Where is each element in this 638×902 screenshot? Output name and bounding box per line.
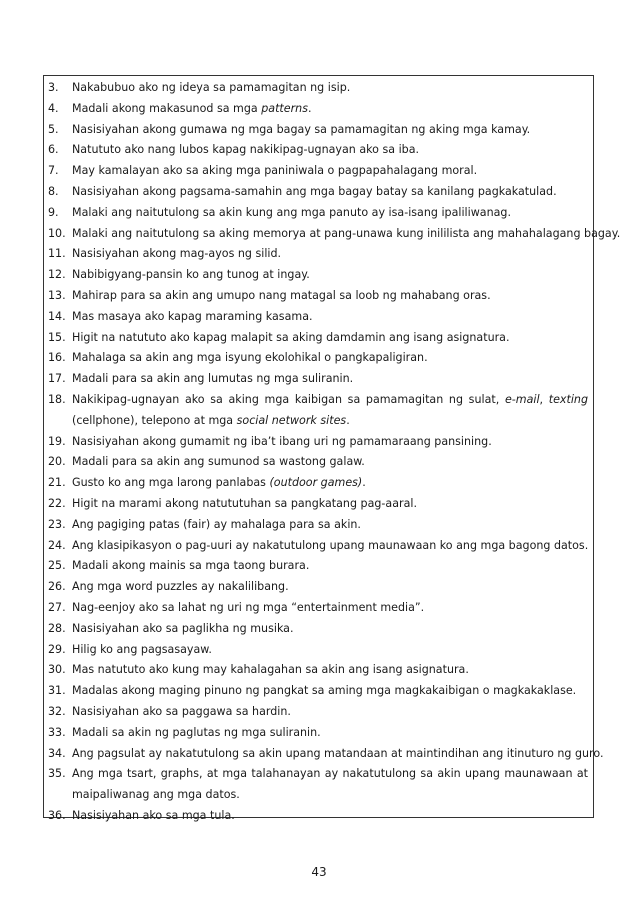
statement-text-continued: maipaliwanag ang mga datos. [72, 788, 240, 802]
statement-number: 18. [48, 393, 66, 406]
page-number: 43 [311, 865, 327, 879]
statement-number: 19. [48, 434, 66, 448]
statement-text: Ang pagsulat ay nakatutulong sa akin upang matandaan at maintindihan ang itinuturo ng guro. [72, 746, 604, 760]
statement-number: 23. [48, 517, 66, 531]
statement-text: Nasisiyahan ako sa paggawa sa hardin. [72, 705, 291, 718]
statement-text: May kamalayan ako sa aking mga paniniwala o pagpapahalagang moral. [72, 164, 478, 178]
statement-number: 10. [48, 226, 66, 240]
statement-text: Higit na marami akong natututuhan sa pangkatang pag-aaral. [72, 497, 417, 510]
statement-text: Madalas akong maging pinuno ng pangkat sa aming mga magkakaibigan o magkakaklase. [72, 684, 577, 698]
statement-number: 17. [48, 372, 66, 386]
statement-number: 27. [48, 601, 66, 614]
statement-text: Madali para sa akin ang sumunod sa wastong galaw. [72, 455, 365, 469]
statement-number: 34. [48, 746, 66, 760]
statement-number: 16. [48, 351, 66, 365]
statement-number: 29. [48, 642, 66, 656]
statement-number: 12. [48, 268, 66, 282]
statement-text: Hilig ko ang pagsasayaw. [72, 642, 212, 656]
statement-number: 36. [48, 809, 66, 822]
statement-number: 30. [48, 663, 66, 677]
statement-number: 14. [48, 309, 66, 323]
emphasis-text: e-mail [504, 393, 540, 406]
statement-text: Nasisiyahan akong gumamit ng iba’t ibang uri ng pamamaraang pansining. [72, 434, 492, 448]
statement-text: Malaki ang naitutulong sa akin kung ang mga panuto ay isa-isang ipaliliwanag. [72, 205, 511, 219]
statement-text: Nasisiyahan akong gumawa ng mga bagay sa pamamagitan ng aking mga kamay. [72, 122, 531, 136]
statement-text: Nabibigyang-pansin ko ang tunog at ingay. [72, 268, 310, 282]
statement-text: Nasisiyahan akong mag-ayos ng silid. [72, 247, 282, 261]
statement-text: Ang mga tsart, graphs, at mga talahanayan ay nakatutulong sa akin upang maunawaan at [72, 767, 588, 781]
statement-number: 25. [48, 559, 66, 573]
statement-text: Higit na natututo ako kapag malapit sa aking damdamin ang isang asignatura. [72, 330, 510, 344]
statement-text: Ang mga word puzzles ay nakalilibang. [72, 580, 289, 594]
statement-number: 8. [48, 185, 59, 198]
statement-number: 22. [48, 497, 66, 510]
statement-number: 4. [48, 101, 59, 115]
statement-text: Madali sa akin ng paglutas ng mga suliranin. [72, 725, 321, 739]
statement-number: 31. [48, 684, 66, 698]
statement-number: 33. [48, 725, 66, 739]
statement-text: Mahirap para sa akin ang umupo nang matagal sa loob ng mahabang oras. [72, 289, 491, 302]
statement-number: 35. [48, 767, 66, 781]
statement-number: 15. [48, 330, 66, 344]
statement-text: Mas natututo ako kung may kahalagahan sa akin ang isang asignatura. [72, 663, 469, 677]
statement-text: Nakabubuo ako ng ideya sa pamamagitan ng isip. [72, 81, 351, 94]
statement-text: Ang pagiging patas (fair) ay mahalaga para sa akin. [72, 517, 361, 531]
statement-number: 32. [48, 705, 66, 718]
statement-number: 21. [48, 476, 66, 490]
statement-text: Nasisiyahan ako sa paglikha ng musika. [72, 621, 294, 635]
statement-text: Ang klasipikasyon o pag-uuri ay nakatutulong upang maunawaan ko ang mga bagong datos. [72, 538, 589, 552]
emphasis-text: patterns [261, 101, 308, 115]
statement-text: Nasisiyahan akong pagsama-samahin ang mga bagay batay sa kanilang pagkakatulad. [72, 185, 557, 198]
statement-text: Nasisiyahan ako sa mga tula. [72, 809, 235, 822]
statement-number: 11. [48, 247, 66, 261]
statement-text-continued: (cellphone), telepono at mga social network sites. [72, 413, 350, 427]
statement-number: 24. [48, 538, 66, 552]
statement-text: Madali akong mainis sa mga taong burara. [72, 559, 310, 573]
statement-number: 26. [48, 580, 66, 594]
statement-number: 6. [48, 143, 59, 157]
statement-text: Mahalaga sa akin ang mga isyung ekolohikal o pangkapaligiran. [72, 351, 428, 365]
statement-number: 13. [48, 289, 66, 302]
statement-text: Nakikipag-ugnayan ako sa aking mga kaibigan sa pamamagitan ng sulat, e-mail, texting [72, 393, 588, 406]
emphasis-text: (outdoor games) [269, 476, 363, 490]
statement-text: Nag-eenjoy ako sa lahat ng uri ng mga “entertainment media”. [72, 601, 425, 614]
emphasis-text: texting [548, 393, 588, 406]
statement-number: 7. [48, 164, 59, 178]
statement-number: 9. [48, 205, 59, 219]
statement-text: Madali para sa akin ang lumutas ng mga suliranin. [72, 372, 354, 386]
statement-number: 20. [48, 455, 66, 469]
statement-text: Mas masaya ako kapag maraming kasama. [72, 309, 313, 323]
statement-text: Gusto ko ang mga larong panlabas (outdoor games). [72, 476, 366, 490]
statement-number: 28. [48, 621, 66, 635]
statement-text: Natututo ako nang lubos kapag nakikipag-ugnayan ako sa iba. [72, 143, 420, 157]
statement-text: Malaki ang naitutulong sa aking memorya at pang-unawa kung inililista ang mahahalagang bagay. [72, 226, 621, 240]
statement-text: Madali akong makasunod sa mga patterns. [72, 101, 312, 115]
emphasis-text: social network sites [236, 413, 347, 427]
statement-number: 5. [48, 122, 59, 136]
statement-number: 3. [48, 81, 59, 94]
